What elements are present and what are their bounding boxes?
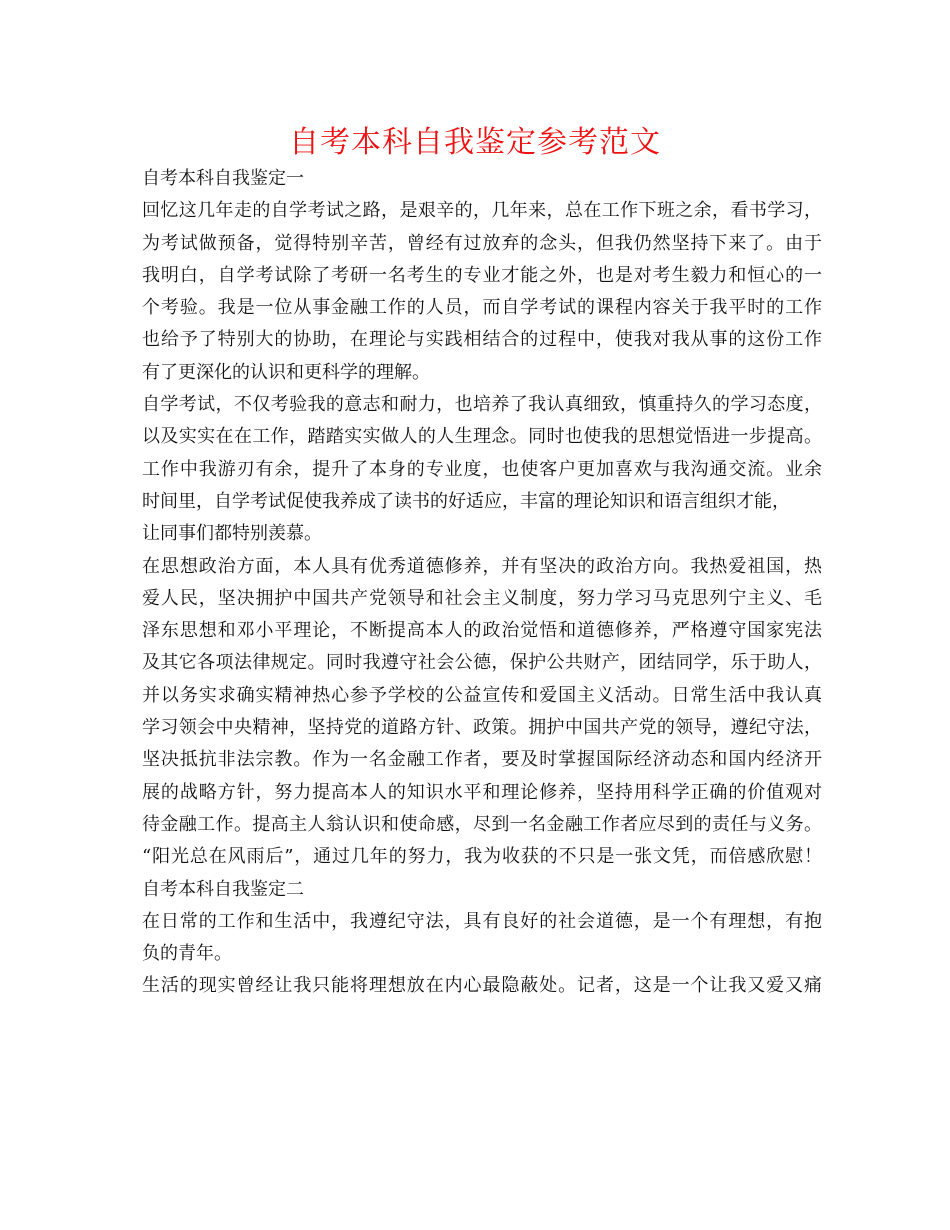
text-line: 待金融工作。提高主人翁认识和使命感，尽到一名金融工作者应尽到的责任与义务。 bbox=[142, 813, 822, 835]
text-line: 有了更深化的认识和更科学的理解。 bbox=[142, 361, 430, 383]
text-line: 泽东思想和邓小平理论，不断提高本人的政治觉悟和道德修养，严格遵守国家宪法 bbox=[142, 620, 822, 642]
text-line: 个考验。我是一位从事金融工作的人员，而自学考试的课程内容关于我平时的工作 bbox=[142, 297, 822, 319]
text-line: 自学考试，不仅考验我的意志和耐力，也培养了我认真细致，慎重持久的学习态度， bbox=[142, 394, 822, 416]
text-line: 及其它各项法律规定。同时我遵守社会公德，保护公共财产，团结同学，乐于助人， bbox=[142, 652, 822, 674]
text-line: 为考试做预备，觉得特别辛苦，曾经有过放弃的念头，但我仍然坚持下来了。由于 bbox=[142, 232, 822, 254]
text-line: 也给予了特别大的协助，在理论与实践相结合的过程中，使我对我从事的这份工作 bbox=[142, 329, 822, 351]
document-title: 自考本科自我鉴定参考范文 bbox=[289, 125, 661, 160]
section-heading-2: 自考本科自我鉴定二 bbox=[142, 878, 304, 900]
text-line: 并以务实求确实精神热心参予学校的公益宣传和爱国主义活动。日常生活中我认真 bbox=[142, 684, 822, 706]
document-body bbox=[142, 163, 822, 1003]
text-line: 我明白，自学考试除了考研一名考生的专业才能之外，也是对考生毅力和恒心的一 bbox=[142, 264, 822, 286]
text-line: 展的战略方针，努力提高本人的知识水平和理论修养，坚持用科学正确的价值观对 bbox=[142, 781, 822, 803]
text-line: 爱人民，坚决拥护中国共产党领导和社会主义制度，努力学习马克思列宁主义、毛 bbox=[142, 587, 822, 609]
text-line: 负的青年。 bbox=[142, 943, 232, 965]
text-line: “阳光总在风雨后”，通过几年的努力，我为收获的不只是一张文凭，而倍感欣慰！ bbox=[142, 846, 822, 868]
text-line: 时间里，自学考试促使我养成了读书的好适应，丰富的理论知识和语言组织才能， bbox=[142, 490, 790, 512]
text-line: 坚决抵抗非法宗教。作为一名金融工作者，要及时掌握国际经济动态和国内经济开 bbox=[142, 749, 822, 771]
text-line: 在日常的工作和生活中，我遵纪守法，具有良好的社会道德，是一个有理想，有抱 bbox=[142, 910, 822, 932]
text-line: 在思想政治方面，本人具有优秀道德修养，并有坚决的政治方向。我热爱祖国，热 bbox=[142, 555, 822, 577]
text-line: 工作中我游刃有余，提升了本身的专业度，也使客户更加喜欢与我沟通交流。业余 bbox=[142, 458, 822, 480]
text-line: 回忆这几年走的自学考试之路，是艰辛的，几年来，总在工作下班之余，看书学习， bbox=[142, 200, 822, 222]
text-line: 以及实实在在工作，踏踏实实做人的人生理念。同时也使我的思想觉悟进一步提高。 bbox=[142, 426, 822, 448]
section-heading-1: 自考本科自我鉴定一 bbox=[142, 168, 304, 189]
text-line: 生活的现实曾经让我只能将理想放在内心最隐蔽处。记者，这是一个让我又爱又痛 bbox=[142, 975, 822, 997]
text-line: 学习领会中央精神，坚持党的道路方针、政策。拥护中国共产党的领导，遵纪守法， bbox=[142, 717, 822, 739]
text-line: 让同事们都特别羡慕。 bbox=[142, 523, 322, 545]
